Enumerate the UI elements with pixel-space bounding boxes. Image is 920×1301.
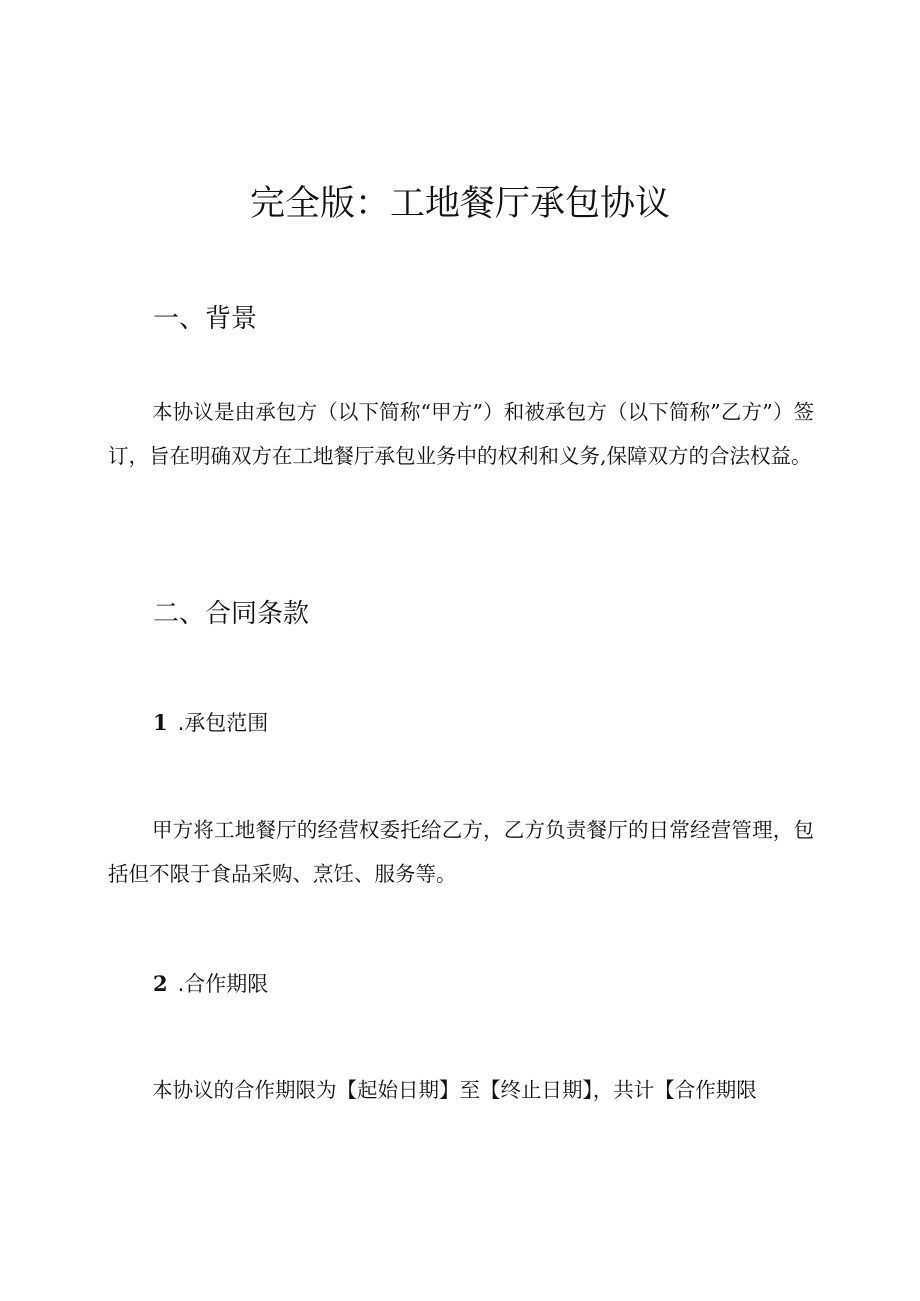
clause-heading-period bbox=[153, 969, 268, 999]
section-heading-background: 一、背景 bbox=[153, 304, 258, 334]
scope-paragraph: 甲方将工地餐厅的经营权委托给乙方，乙方负责餐厅的日常经营管理，包括但不限于食品采购、烹饪、服务等。 bbox=[108, 818, 814, 886]
clause-number: 2 bbox=[153, 971, 168, 996]
clause-title: .合作期限 bbox=[177, 972, 269, 996]
background-paragraph: 本协议是由承包方（以下简称“甲方”）和被承包方（以下简称”乙方”）签订，旨在明确双方在工地餐厅承包业务中的权利和义务,保障双方的合法权益。 bbox=[108, 400, 814, 468]
period-paragraph: 本协议的合作期限为【起始日期】至【终止日期】，共计【合作期限 bbox=[152, 1078, 757, 1102]
clause-title: .承包范围 bbox=[177, 711, 269, 735]
document-title: 完全版：工地餐厅承包协议 bbox=[249, 184, 670, 224]
clause-heading-scope bbox=[153, 708, 268, 738]
clause-number: 1 bbox=[153, 710, 168, 735]
section-heading-contract-terms: 二、合同条款 bbox=[153, 599, 310, 629]
